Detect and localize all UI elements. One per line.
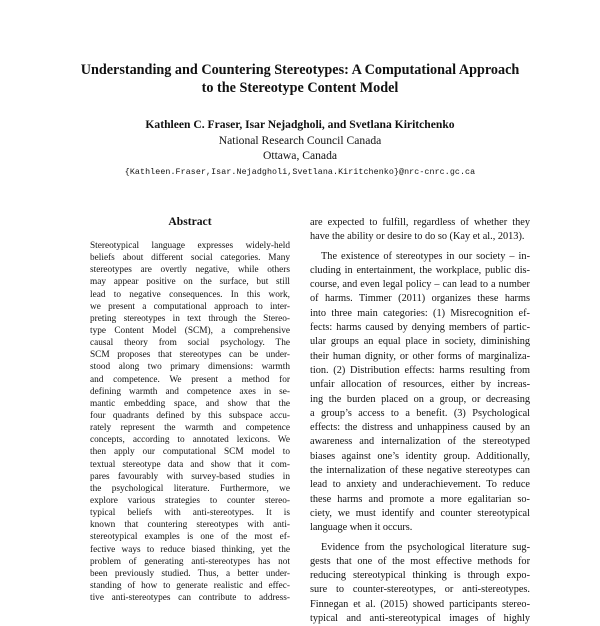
text-line: stereotypical examples is one of the most ef- [90,532,290,543]
text-line: causal theory from social psychology. The [90,338,290,349]
text-line: typical beliefs with anti-stereotypes. It is [90,508,290,519]
text-line: biases against one’s identity group. Additionally, [310,450,530,462]
text-line: tion. (2) Distribution effects: harms resulting from [310,364,530,376]
text-line: into three main categories: (1) Misrecognition ef- [310,307,530,319]
text-line: the psychological literature. Furthermore, we [90,483,290,494]
text-line: these harms and promote a more egalitarian so- [310,493,530,505]
author-email: {Kathleen.Fraser,Isar.Nejadgholi,Svetlana.Kiritchenko}@nrc-cnrc.gc.ca [124,167,476,177]
text-line: may appear positive on the surface, but still [90,277,290,288]
text-line: effects: the distress and unhappiness caused by an [310,422,530,434]
text-line: reducing stereotypical thinking is through expo- [310,570,530,582]
text-line: standing of how to generate realistic and effec- [90,580,290,591]
paper-title [40,62,560,97]
text-line: have the ability or desire to do so (Kay et al., 2013). [310,231,525,243]
text-line: concepts, according to annotated lexicons. We [90,435,290,446]
author-affiliation: National Research Council Canada [218,133,382,147]
text-line: mantic embedding space, and show that the [90,398,290,409]
text-line: pares favourably with survey-based studies in [90,471,290,482]
text-line: Evidence from the psychological literature sug- [321,541,530,553]
text-line: unfair allocation of resources, either by increas- [310,379,530,391]
text-line: been previously studied. Thus, a better under- [90,568,290,579]
text-line: fective ways to reduce biased thinking, yet the [90,544,290,555]
text-line: ciety, we must identify and counter stereotypical [310,507,530,519]
text-line: ular groups an equal place in society, diminishing [310,336,530,348]
text-line: and competence. We present a method for [90,374,290,385]
text-line: Stereotypical language expresses widely-held [90,241,290,251]
text-line: gests that one of the most effective methods for [310,555,530,567]
text-line: of harms. Timmer (2011) organizes these harms [310,293,530,305]
text-line: four quadrants defined by this subspace accu- [90,410,290,421]
text-line: lead to negative consequences. In this work, [90,289,290,300]
text-line: their human dignity, or other forms of marginaliza- [310,350,530,362]
text-line: a group’s access to a benefit. (3) Psychological [310,407,530,419]
author-location: Ottawa, Canada [262,149,338,162]
text-line: the internalization of these negative stereotypes can [310,465,530,477]
text-line: defining warmth and competence axes in se- [90,386,290,397]
body-paragraph-2 [310,250,530,536]
right-column-body [310,216,530,626]
text-line: Finnegan et al. (2015) showed participants stereo- [310,598,530,610]
text-line: fects: harms caused by denying members of partic- [310,322,530,334]
text-line: typical and anti-stereotypical images of highly [310,613,530,625]
text-line: problem of generating anti-stereotypes has not [90,556,290,567]
text-line: tive anti-stereotypes can contribute to address- [90,593,290,604]
text-line: known that countering stereotypes with anti- [90,520,290,531]
text-line: then apply our computational SCM model to [90,447,290,458]
text-line: are expected to fulfill, regardless of whether they [310,217,530,228]
text-line: The existence of stereotypes in our society – in- [321,250,530,262]
text-line: we present a computational approach to inter- [90,301,290,312]
text-line: course, and even legal policy – can lead to a number [310,279,530,291]
text-line: type Content Model (SCM), a comprehensive [90,325,290,336]
text-line: ing the burden placed on a group, or decreasing [310,393,530,405]
text-line: language when it occurs. [310,522,413,534]
text-line: preting stereotypes in text through the Stereo- [90,313,290,324]
text-line: stood along two primary dimensions: warmth [90,362,290,373]
text-line: beliefs about different social categories. Many [90,253,290,264]
text-line: awareness and internalization of the stereotyped [310,436,530,448]
title-line-2: to the Stereotype Content Model [201,79,399,96]
text-line: sure to counter-stereotypes, or anti-stereotypes. [310,584,530,596]
text-line: SCM proposes that stereotypes can be under- [90,350,290,361]
author-block [40,117,560,179]
abstract-heading: Abstract [168,215,212,228]
text-line: lead to anxiety and underachievement. To reduce [310,479,530,491]
text-line: stereotypes are overtly negative, while others [90,265,290,276]
text-line: rately represent the warmth and competence [90,423,290,434]
title-line-1: Understanding and Countering Stereotypes: A Computational Approach [80,62,520,78]
abstract-body [90,240,290,604]
text-line: textual stereotype data and show that it com- [90,459,290,470]
body-paragraph-1 [310,216,530,245]
text-line: explore various strategies to counter stereo- [90,495,290,506]
text-line: cluding in entertainment, the workplace, public dis- [310,264,530,276]
body-paragraph-3 [310,541,530,626]
author-names: Kathleen C. Fraser, Isar Nejadgholi, and Svetlana Kiritchenko [145,118,455,131]
